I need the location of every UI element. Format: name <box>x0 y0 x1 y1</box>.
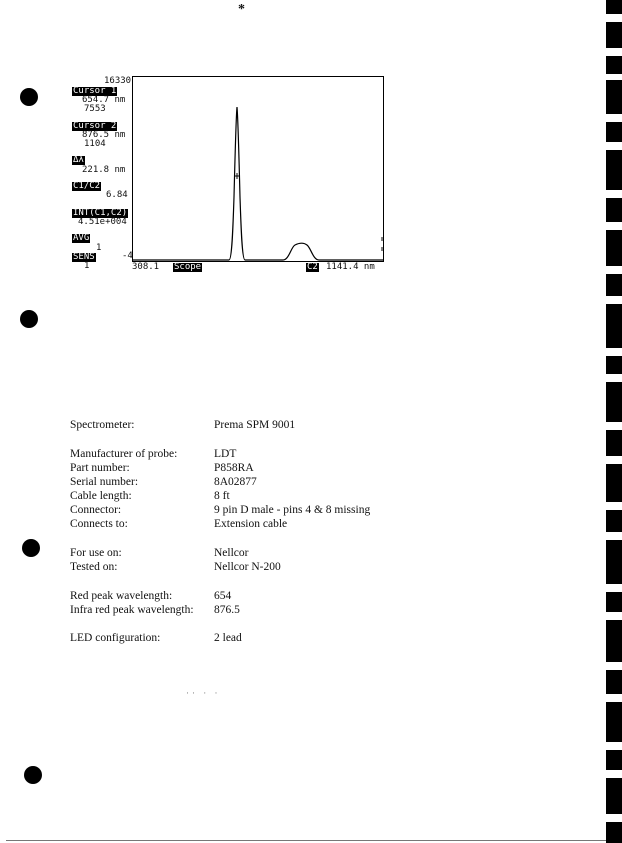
avg-value: 1 <box>96 243 102 253</box>
integral-value: 4.51e+004 <box>78 217 127 227</box>
corner-mark: * <box>238 2 245 17</box>
scan-specks: ·· · · <box>186 688 221 698</box>
led-configuration-label: LED configuration: <box>70 632 161 644</box>
tested-on-value: Nellcor N-200 <box>214 561 281 573</box>
spectrum-plot-area <box>132 76 384 262</box>
cable-length-value: 8 ft <box>214 490 230 502</box>
ratio-value: 6.84 <box>106 190 128 200</box>
infra-red-peak-label: Infra red peak wavelength: <box>70 604 194 616</box>
part-number-value: P858RA <box>214 462 254 474</box>
cursor1-label: Cursor 1 <box>73 86 117 96</box>
connects-to-label: Connects to: <box>70 518 128 530</box>
binder-hole-1 <box>20 88 38 106</box>
delta-value: 221.8 nm <box>82 165 126 175</box>
spectrometer-value: Prema SPM 9001 <box>214 419 296 431</box>
scanner-edge-strip <box>606 0 622 843</box>
avg-label: AVG <box>73 233 90 243</box>
infra-red-peak-value: 876.5 <box>214 604 240 616</box>
sens-value: 1 <box>84 261 90 271</box>
mode-label: Scope <box>174 262 202 272</box>
led-configuration-value: 2 lead <box>214 632 242 644</box>
connector-value: 9 pin D male - pins 4 & 8 missing <box>214 504 371 516</box>
delta-label: Δλ <box>73 155 84 165</box>
red-peak-value: 654 <box>214 590 232 602</box>
red-peak-label: Red peak wavelength: <box>70 590 173 602</box>
for-use-on-label: For use on: <box>70 547 122 559</box>
part-number-label: Part number: <box>70 462 130 474</box>
cursor2-wavelength: 876.5 nm <box>82 130 126 140</box>
tested-on-label: Tested on: <box>70 561 118 573</box>
y-bottom-mark: -4 <box>122 251 133 261</box>
binder-hole-4 <box>24 766 42 784</box>
binder-hole-3 <box>22 539 40 557</box>
manufacturer-value: LDT <box>214 448 237 460</box>
spectrometer-label: Spectrometer: <box>70 419 135 431</box>
cursor2-label: Cursor 2 <box>73 121 117 131</box>
connects-to-value: Extension cable <box>214 518 288 530</box>
serial-number-value: 8A02877 <box>214 476 257 488</box>
binder-hole-2 <box>20 310 38 328</box>
x-end-value: 1141.4 nm <box>326 262 375 272</box>
cursor1-wavelength: 654.7 nm <box>82 95 126 105</box>
cursor2-value: 1104 <box>84 139 106 149</box>
manufacturer-label: Manufacturer of probe: <box>70 448 178 460</box>
bottom-edge-line <box>6 840 606 841</box>
sens-label: SENS <box>73 252 95 262</box>
spectrum-trace <box>133 77 383 261</box>
serial-number-label: Serial number: <box>70 476 139 488</box>
cursor-tag: C2 <box>307 262 318 272</box>
cursor1-value: 7553 <box>84 104 106 114</box>
integral-label: INT(C1,C2) <box>73 208 128 218</box>
y-top-value: 16330 <box>104 76 132 86</box>
x-start-value: 308.1 <box>132 262 160 272</box>
ratio-label: C1/C2 <box>73 181 101 191</box>
connector-label: Connector: <box>70 504 122 516</box>
for-use-on-value: Nellcor <box>214 547 249 559</box>
spectrum-printout <box>70 76 390 276</box>
cable-length-label: Cable length: <box>70 490 132 502</box>
